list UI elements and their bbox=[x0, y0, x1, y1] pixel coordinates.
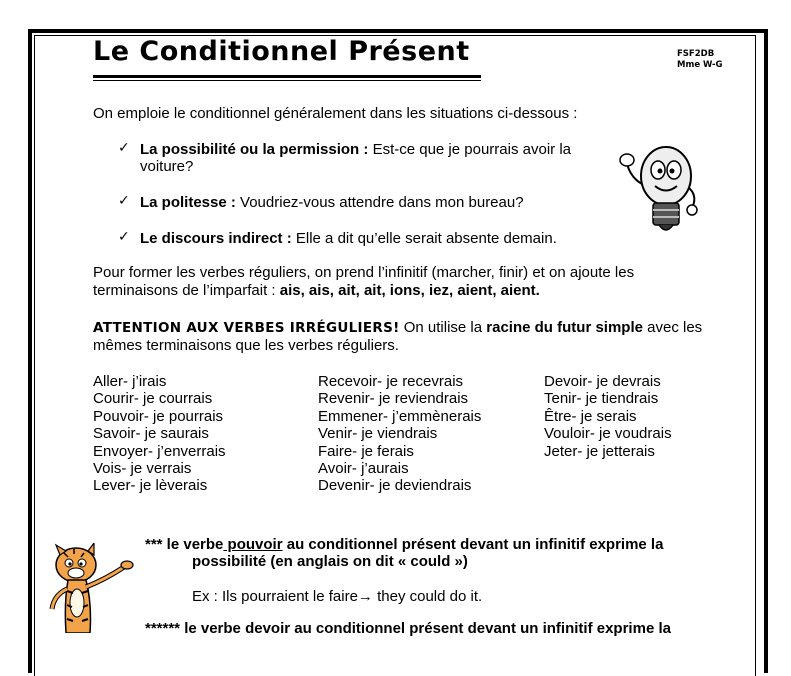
verb-item: Faire- je ferais bbox=[318, 442, 414, 460]
irregular-verbs-intro: ATTENTION AUX VERBES IRRÉGULIERS! On utilise la racine du futur simple avec les bbox=[93, 319, 703, 336]
checkmark-icon: ✓ bbox=[118, 229, 130, 245]
verb-list-column-1 bbox=[93, 373, 226, 495]
verb-item: Courir- je courrais bbox=[93, 390, 213, 408]
intro-text: On emploie le conditionnel généralement dans les situations ci-dessous : bbox=[93, 105, 578, 122]
use-politeness: La politesse : Voudriez-vous attendre dans mon bureau? bbox=[140, 194, 524, 211]
verb-item: Emmener- j’emmènerais bbox=[318, 407, 482, 425]
course-info bbox=[677, 49, 723, 71]
verb-item: Savoir- je saurais bbox=[93, 425, 209, 443]
verb-list-column-2 bbox=[318, 373, 481, 495]
title-underline-thin bbox=[93, 80, 481, 81]
verb-item: Vouloir- je voudrais bbox=[544, 425, 672, 443]
use-possibility-cont: voiture? bbox=[140, 158, 194, 175]
regular-verbs-line2: terminaisons de l’imparfait : ais, ais, ait, ait, ions, iez, aient, aient. bbox=[93, 282, 540, 299]
attention-heading: ATTENTION AUX VERBES IRRÉGULIERS! bbox=[93, 320, 400, 336]
verb-item: Recevoir- je recevrais bbox=[318, 373, 464, 390]
regular-verbs-line1: Pour former les verbes réguliers, on prend l’infinitif (marcher, finir) et on ajoute les bbox=[93, 264, 635, 281]
tiger-mascot-icon bbox=[48, 543, 136, 633]
page-border-inner bbox=[34, 35, 756, 676]
irregular-verbs-line2: mêmes terminaisons que les verbes réguliers. bbox=[93, 337, 399, 354]
lightbulb-mascot-icon bbox=[619, 140, 699, 245]
course-code: FSF2DB bbox=[677, 49, 715, 59]
verb-item: Envoyer- j’enverrais bbox=[93, 442, 226, 460]
verb-item: Venir- je viendrais bbox=[318, 425, 438, 443]
verb-item: Avoir- j’aurais bbox=[318, 460, 409, 478]
verb-item: Être- je serais bbox=[544, 407, 637, 425]
verb-item: Aller- j’irais bbox=[93, 373, 167, 390]
arrow-right-icon: → bbox=[357, 588, 373, 605]
checkmark-icon: ✓ bbox=[118, 193, 130, 209]
checkmark-icon: ✓ bbox=[118, 140, 130, 156]
devoir-note-partial: ****** le verbe devoir au conditionnel présent devant un infinitif exprime la bbox=[145, 620, 671, 637]
teacher-name: Mme W-G bbox=[677, 60, 723, 70]
verb-list-column-3 bbox=[544, 373, 672, 460]
verb-item: Devoir- je devrais bbox=[544, 373, 661, 390]
verb-item: Devenir- je deviendrais bbox=[318, 477, 472, 495]
use-indirect-speech: Le discours indirect : Elle a dit qu’elle serait absente demain. bbox=[140, 230, 557, 247]
use-possibility: La possibilité ou la permission : Est-ce que je pourrais avoir la bbox=[140, 141, 571, 158]
verb-item: Pouvoir- je pourrais bbox=[93, 407, 224, 425]
pouvoir-note-line2: possibilité (en anglais on dit « could ») bbox=[192, 553, 468, 570]
verb-item: Revenir- je reviendrais bbox=[318, 390, 469, 408]
verb-item: Vois- je verrais bbox=[93, 460, 192, 478]
verb-item: Jeter- je jetterais bbox=[544, 442, 655, 460]
verb-item: Lever- je lèverais bbox=[93, 477, 208, 495]
verb-item: Tenir- je tiendrais bbox=[544, 390, 659, 408]
pouvoir-example: Ex : Ils pourraient le faire→ they could do it. bbox=[192, 588, 483, 605]
title-underline bbox=[93, 75, 481, 78]
pouvoir-note: *** le verbe pouvoir au conditionnel présent devant un infinitif exprime la bbox=[145, 536, 664, 553]
page-title: Le Conditionnel Présent bbox=[93, 36, 470, 67]
